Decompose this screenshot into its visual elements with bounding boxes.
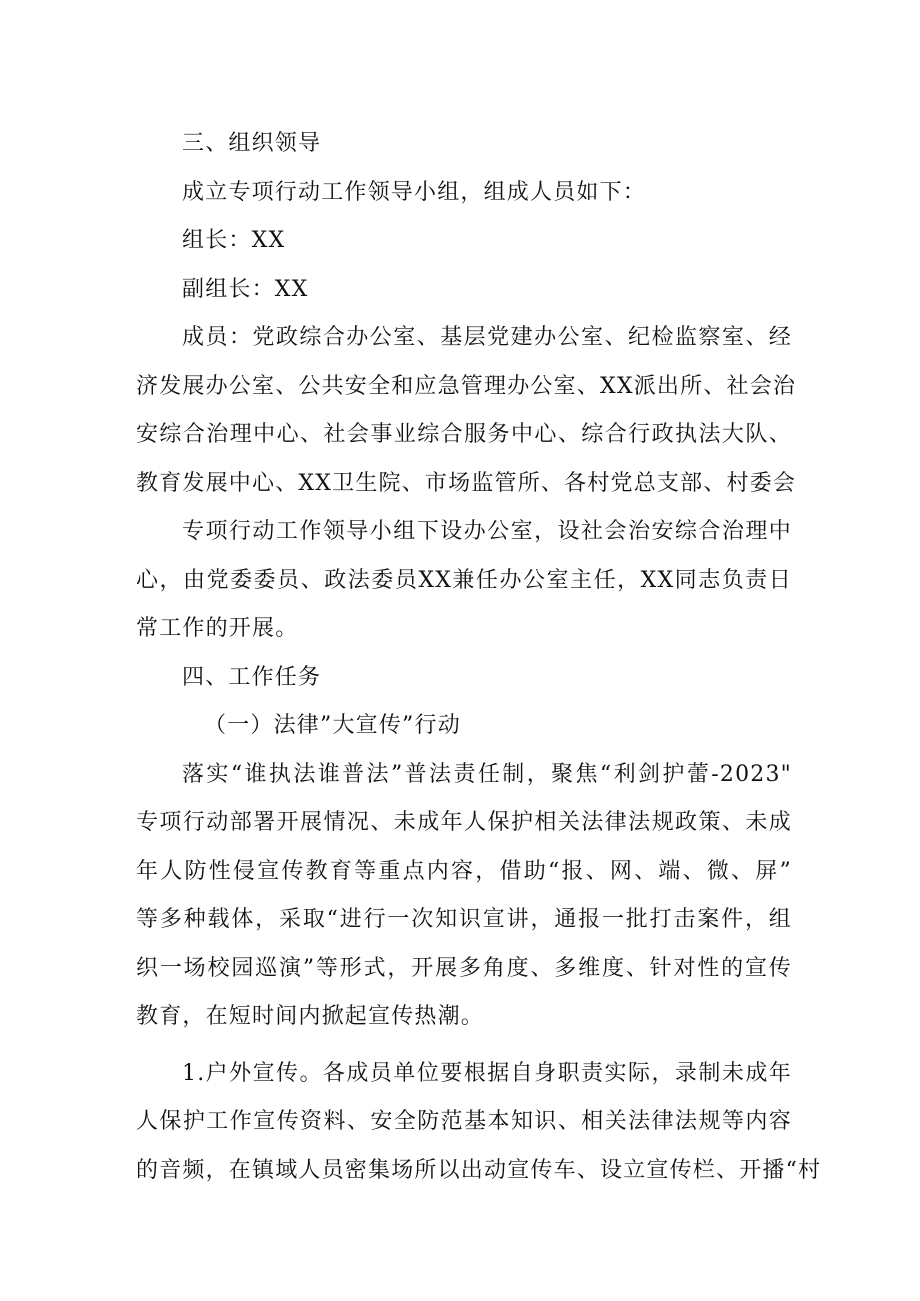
paragraph-line: 安综合治理中心、社会事业综合服务中心、综合行政执法大队、 [136,422,792,447]
section-heading-tasks: 四、工作任务 [182,664,322,690]
document-body [136,120,822,1195]
paragraph-line: 心，由党委委员、政法委员XX兼任办公室主任，XX同志负责日 [136,567,792,593]
paragraph-line: 教育发展中心、XX卫生院、市场监管所、各村党总支部、村委会 [136,470,797,496]
paragraph-line: 等多种载体，采取“进行一次知识宣讲，通报一批打击案件，组 [136,907,792,932]
paragraph-line: 1.户外宣传。各成员单位要根据自身职责实际，录制未成年 [182,1060,792,1086]
publicity-paragraph [136,751,792,1042]
group-leader-line: 组长：XX [182,228,286,253]
outdoor-publicity-paragraph [136,1050,822,1196]
leadership-group-intro: 成立专项行动工作领导小组，组成人员如下： [182,179,647,205]
paragraph-line: 人保护工作宣传资料、安全防范基本知识、相关法律法规等内容 [136,1109,792,1134]
deputy-leader-line: 副组长：XX [182,276,309,302]
members-paragraph [136,314,797,508]
subsection-heading-legal-publicity: （一）法律”大宣传”行动 [204,713,461,738]
section-heading-organization: 三、组织领导 [182,131,322,156]
paragraph-line: 济发展办公室、公共安全和应急管理办公室、XX派出所、社会治 [136,373,797,399]
paragraph-line: 专项行动部署开展情况、未成年人保护相关法律法规政策、未成 [136,810,792,835]
office-paragraph [136,508,792,654]
paragraph-line: 的音频，在镇域人员密集场所以出动宣传车、设立宣传栏、开播“村 [136,1157,822,1183]
paragraph-line: 常工作的开展。 [136,616,299,641]
paragraph-line: 年人防性侵宣传教育等重点内容，借助“报、网、端、微、屏” [136,858,792,884]
paragraph-line: 织一场校园巡演”等形式，开展多角度、多维度、针对性的宣传 [136,955,792,981]
paragraph-line: 专项行动工作领导小组下设办公室，设社会治安综合治理中 [182,519,792,544]
paragraph-line: 成员：党政综合办公室、基层党建办公室、纪检监察室、经 [182,325,792,350]
paragraph-line: 教育，在短时间内掀起宣传热潮。 [136,1004,485,1029]
paragraph-line: 落实“谁执法谁普法”普法责任制，聚焦“利剑护蕾-2023" [182,761,792,787]
